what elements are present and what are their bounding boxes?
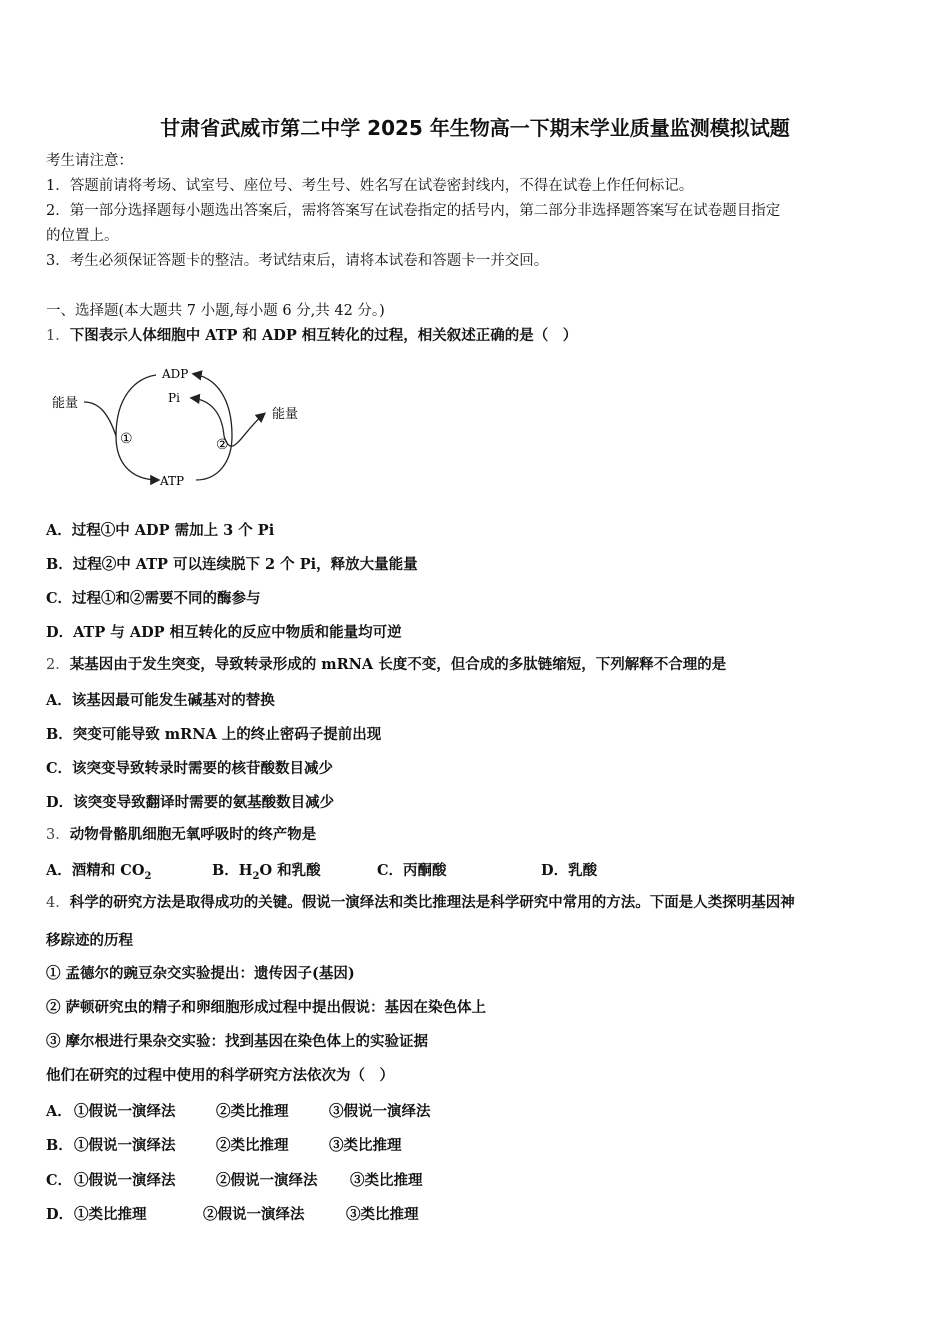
q3-option-b-sub: 2 xyxy=(252,870,260,882)
q1-option-b: B．过程②中 ATP 可以连续脱下 2 个 Pi，释放大量能量 xyxy=(46,556,418,573)
question-4-number: 4． xyxy=(46,895,70,911)
q4-fact-2: ② 萨顿研究虫的精子和卵细胞形成过程中提出假说：基因在染色体上 xyxy=(46,999,487,1016)
section-heading: 一、选择题(本大题共 7 小题,每小题 6 分,共 42 分。) xyxy=(46,303,385,319)
arc-to-adp xyxy=(116,375,156,436)
question-1-number: 1． xyxy=(46,328,70,344)
q4-option-d-part-3: ③类比推理 xyxy=(346,1206,419,1223)
arc-right-to-pi xyxy=(192,398,224,436)
q4-option-d-part-1: ①类比推理 xyxy=(74,1206,147,1223)
atp-adp-diagram xyxy=(46,358,326,498)
energy-right-label: 能量 xyxy=(272,407,299,422)
q4-option-c-label: C． xyxy=(46,1172,73,1189)
question-4 xyxy=(46,893,795,913)
energy-left-label: 能量 xyxy=(52,396,79,411)
q4-option-a-part-2: ②类比推理 xyxy=(216,1103,289,1120)
q2-option-d: D．该突变导致翻译时需要的氨基酸数目减少 xyxy=(46,794,335,811)
question-3 xyxy=(46,825,316,845)
adp-label: ADP xyxy=(162,367,189,381)
exam-title: 甘肃省武威市第二中学 2025 年生物高一下期末学业质量监测模拟试题 xyxy=(160,116,790,140)
q4-option-b-part-2: ②类比推理 xyxy=(216,1137,289,1154)
notice-item-2-cont: 的位置上。 xyxy=(46,228,119,244)
q4-option-a-part-3: ③假说一演绎法 xyxy=(329,1103,431,1120)
q2-option-b: B．突变可能导致 mRNA 上的终止密码子提前出现 xyxy=(46,726,382,743)
question-2 xyxy=(46,655,726,675)
energy-in-curve xyxy=(84,402,116,436)
question-3-stem: 动物骨骼肌细胞无氧呼吸时的终产物是 xyxy=(69,826,317,843)
question-1-stem: 下图表示人体细胞中 ATP 和 ADP 相互转化的过程，相关叙述正确的是（ ） xyxy=(69,327,578,344)
question-2-stem: 某基因由于发生突变，导致转录形成的 mRNA 长度不变，但合成的多肽链缩短，下列解释不合理的是 xyxy=(69,656,727,673)
q4-option-b-label: B． xyxy=(46,1137,73,1154)
q1-option-c: C．过程①和②需要不同的酶参与 xyxy=(46,590,261,607)
q4-fact-3: ③ 摩尔根进行果杂交实验：找到基因在染色体上的实验证据 xyxy=(46,1033,429,1050)
q3-option-a-text: A．酒精和 CO xyxy=(46,862,145,879)
question-4-stem-line-1: 科学的研究方法是取得成功的关键。假说一演绎法和类比推理法是科学研究中常用的方法。下面是人类探明基因神 xyxy=(69,894,795,911)
q4-option-a-part-1: ①假说一演绎法 xyxy=(74,1103,176,1120)
q4-option-b-part-1: ①假说一演绎法 xyxy=(74,1137,176,1154)
q4-option-c-part-1: ①假说一演绎法 xyxy=(74,1172,176,1189)
pi-label: Pi xyxy=(168,391,180,405)
q4-option-a-label: A． xyxy=(46,1103,72,1120)
energy-out-curve xyxy=(224,414,264,446)
q4-option-d-part-2: ②假说一演绎法 xyxy=(203,1206,305,1223)
q3-option-a xyxy=(46,859,151,882)
q3-option-a-sub: 2 xyxy=(144,870,152,882)
notice-item-3: 3．考生必须保证答题卡的整洁。考试结束后，请将本试卷和答题卡一并交回。 xyxy=(46,253,549,269)
notice-item-1: 1．答题前请将考场、试室号、座位号、考生号、姓名写在试卷密封线内，不得在试卷上作任何标记。 xyxy=(46,178,694,194)
q2-option-c: C．该突变导致转录时需要的核苷酸数目减少 xyxy=(46,760,334,777)
q4-question: 他们在研究的过程中使用的科学研究方法依次为（ ） xyxy=(46,1067,394,1084)
question-3-number: 3． xyxy=(46,827,70,843)
q1-option-a: A．过程①中 ADP 需加上 3 个 Pi xyxy=(46,522,275,539)
q3-option-b xyxy=(212,859,321,882)
notice-item-2: 2．第一部分选择题每小题选出答案后，需将答案写在试卷指定的括号内，第二部分非选择题答案写在试卷题目指定 xyxy=(46,203,781,219)
step-2-label: ② xyxy=(216,437,229,453)
step-1-label: ① xyxy=(120,431,133,447)
q2-option-a: A．该基因最可能发生碱基对的替换 xyxy=(46,692,275,709)
q4-option-c-part-2: ②假说一演绎法 xyxy=(216,1172,318,1189)
arc-right-to-adp xyxy=(194,374,232,436)
q3-option-c: C．丙酮酸 xyxy=(377,862,447,879)
q4-option-c-part-3: ③类比推理 xyxy=(350,1172,423,1189)
q3-option-d: D．乳酸 xyxy=(541,862,598,879)
question-1 xyxy=(46,326,577,346)
q3-option-b-text-post: O 和乳酸 xyxy=(259,862,321,879)
q3-option-b-text: B．H xyxy=(212,862,253,879)
notice-heading: 考生请注意： xyxy=(46,153,133,169)
q4-fact-1: ① 孟德尔的豌豆杂交实验提出：遗传因子(基因) xyxy=(46,965,355,982)
q4-option-d-label: D． xyxy=(46,1206,74,1223)
question-2-number: 2． xyxy=(46,657,70,673)
atp-label: ATP xyxy=(160,474,185,488)
q1-option-d: D．ATP 与 ADP 相互转化的反应中物质和能量均可逆 xyxy=(46,624,402,641)
question-4-stem-line-2: 移踪迹的历程 xyxy=(46,932,133,949)
q4-option-b-part-3: ③类比推理 xyxy=(329,1137,402,1154)
